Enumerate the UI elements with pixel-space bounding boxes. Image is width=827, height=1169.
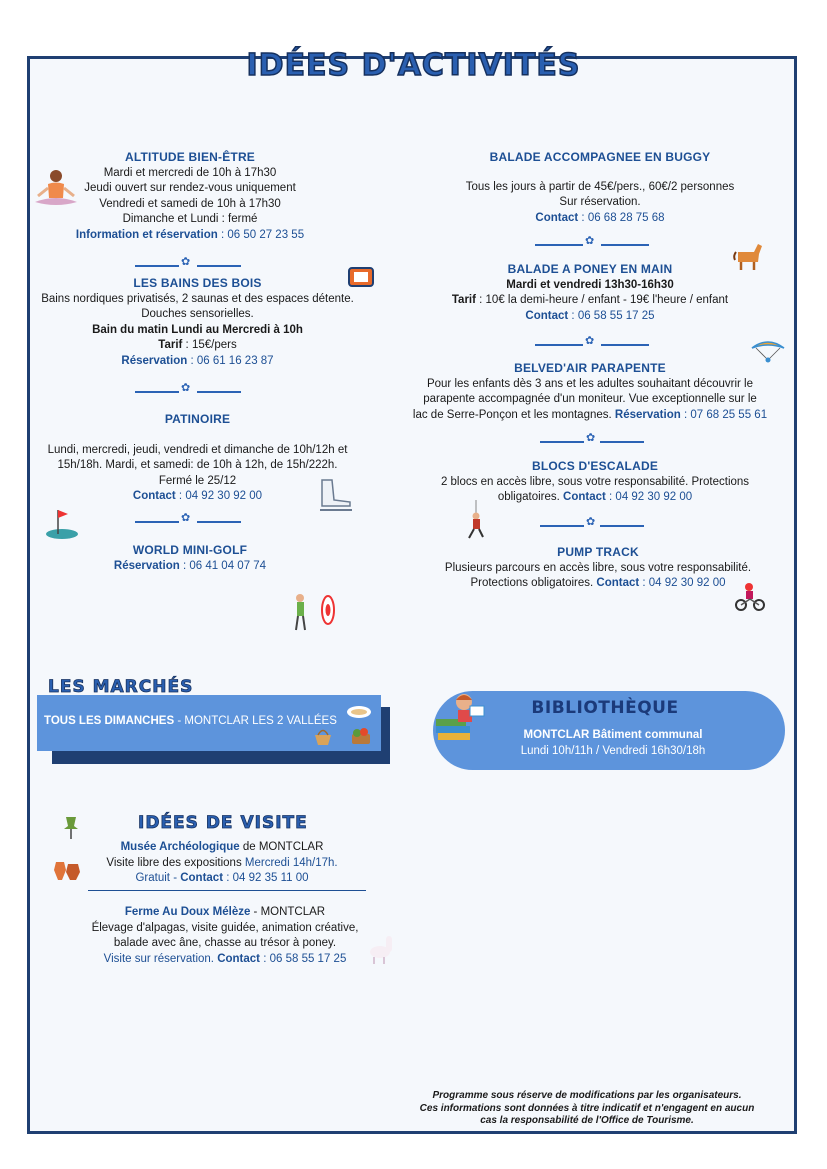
patinoire-line: 15h/18h. Mardi, et samedi: de 10h à 12h, de 15h/222h. — [57, 459, 338, 471]
page-title: IDÉES D'ACTIVITÉS — [246, 48, 581, 83]
musee-contact-value[interactable]: : 04 92 35 11 00 — [223, 872, 309, 884]
footer-line: Programme sous réserve de modifications par les organisateurs. — [432, 1090, 742, 1101]
poney-contact-value[interactable]: : 06 58 55 17 25 — [568, 309, 655, 322]
buggy-contact-value[interactable]: : 06 68 28 75 68 — [578, 211, 665, 224]
musee-name: Musée Archéologique — [120, 841, 240, 853]
patinoire-line: Fermé le 25/12 — [158, 474, 237, 487]
altitude-info-value[interactable]: : 06 50 27 23 55 — [217, 228, 305, 241]
musee-section — [82, 840, 362, 887]
parapente-resa-label: Réservation — [614, 408, 681, 421]
poney-bold-line: Mardi et vendredi 13h30-16h30 — [506, 278, 674, 291]
altitude-section — [40, 150, 340, 243]
divider: ✿ — [135, 382, 241, 394]
poney-tarif-value: : 10€ la demi-heure / enfant - 19€ l'heure / enfant — [475, 294, 729, 306]
escalade-contact-value[interactable]: : 04 92 30 92 00 — [605, 491, 693, 503]
patinoire-heading: PATINOIRE — [164, 412, 231, 426]
yoga-icon — [33, 168, 79, 212]
marches-title: LES MARCHÉS — [48, 677, 194, 697]
altitude-info-label: Information et réservation — [75, 228, 218, 241]
musee-place: de MONTCLAR — [239, 841, 324, 853]
ferme-visite: Visite sur réservation. — [103, 952, 218, 965]
poney-contact-label: Contact — [525, 309, 569, 322]
musee-gratuit: Gratuit - — [135, 872, 181, 884]
golf-section — [60, 543, 320, 574]
pump-section — [430, 545, 766, 592]
divider: ✿ — [540, 516, 644, 528]
buggy-line: Sur réservation. — [559, 196, 641, 208]
golf-heading: WORLD MINI-GOLF — [132, 543, 248, 557]
pump-contact-value[interactable]: : 04 92 30 92 00 — [639, 577, 726, 589]
poney-tarif-label: Tarif — [451, 294, 476, 306]
bains-bold-line: Bain du matin Lundi au Mercredi à 10h — [92, 323, 303, 336]
ferme-line: balade avec âne, chasse au trésor à poney. — [113, 937, 337, 949]
musee-contact-label: Contact — [180, 872, 224, 884]
ferme-name: Ferme Au Doux Mélèze — [124, 906, 251, 918]
escalade-line: obligatoires. — [497, 491, 560, 503]
poney-heading: BALADE A PONEY EN MAIN — [507, 262, 673, 276]
patinoire-contact-label: Contact — [132, 490, 176, 502]
pump-line: Protections obligatoires. — [470, 577, 594, 589]
parapente-section — [404, 361, 776, 423]
divider: ✿ — [135, 512, 241, 524]
parapente-line: Pour les enfants dès 3 ans et les adultes souhaitant découvrir le — [426, 377, 754, 390]
ferme-contact-label: Contact — [217, 952, 261, 965]
bains-line: Bains nordiques privatisés, 2 saunas et des espaces détente. — [41, 292, 354, 305]
musee-hours: Mercredi 14h/17h. — [244, 856, 338, 869]
hot-tub-icon — [347, 266, 375, 288]
pump-heading: PUMP TRACK — [557, 545, 639, 559]
divider: ✿ — [535, 235, 649, 247]
bmx-icon — [734, 582, 766, 612]
patinoire-contact-value[interactable]: : 04 92 30 92 00 — [175, 490, 263, 502]
footer-disclaimer — [396, 1090, 778, 1128]
altitude-line: Dimanche et Lundi : fermé — [122, 213, 258, 225]
bibliotheque-title: BIBLIOTHÈQUE — [531, 698, 679, 718]
archery-icon — [290, 592, 338, 632]
altitude-line: Mardi et mercredi de 10h à 17h30 — [103, 166, 277, 179]
paraglider-icon — [750, 338, 786, 364]
patinoire-section — [30, 412, 365, 505]
buggy-contact-label: Contact — [535, 211, 579, 224]
bains-tarif-label: Tarif — [158, 339, 183, 351]
ice-skate-icon — [316, 474, 356, 514]
escalade-contact-label: Contact — [563, 491, 606, 503]
buggy-line: Tous les jours à partir de 45€/pers., 60€/2 personnes — [465, 180, 735, 193]
escalade-section — [430, 459, 760, 506]
altitude-line: Vendredi et samedi de 10h à 17h30 — [99, 197, 281, 210]
climber-icon — [464, 500, 488, 540]
visite-divider — [88, 884, 366, 896]
divider: ✿ — [135, 256, 241, 268]
bread-icon — [346, 704, 372, 720]
bains-line: Douches sensorielles. — [141, 308, 254, 320]
pump-contact-label: Contact — [596, 577, 640, 589]
pottery-icon — [52, 856, 82, 882]
ferme-contact-value[interactable]: : 06 58 55 17 25 — [260, 952, 347, 965]
pump-line: Plusieurs parcours en accès libre, sous votre responsabilité. — [444, 561, 752, 574]
bibliotheque-line2: Lundi 10h/11h / Vendredi 16h30/18h — [520, 745, 706, 757]
bains-resa-value[interactable]: : 06 61 16 23 87 — [187, 354, 274, 367]
visite-title: IDÉES DE VISITE — [138, 813, 308, 833]
bains-section — [30, 276, 365, 369]
pushpin-icon — [58, 814, 84, 840]
bains-resa-label: Réservation — [121, 354, 188, 367]
bains-heading: LES BAINS DES BOIS — [133, 276, 262, 290]
ferme-place: - MONTCLAR — [250, 906, 326, 918]
golf-resa-label: Réservation — [113, 559, 180, 572]
ferme-line: Élevage d'alpagas, visite guidée, animation créative, — [91, 921, 359, 934]
altitude-line: Jeudi ouvert sur rendez-vous uniquement — [84, 182, 296, 194]
buggy-section — [440, 150, 760, 226]
marches-label: TOUS LES DIMANCHES — [44, 715, 175, 727]
footer-line: cas la responsabilité de l'Office de Tourisme. — [480, 1115, 694, 1126]
parapente-heading: BELVED'AIR PARAPENTE — [514, 361, 666, 375]
golf-resa-value[interactable]: : 06 41 04 07 74 — [179, 559, 267, 572]
divider: ✿ — [535, 335, 649, 347]
escalade-line: 2 blocs en accès libre, sous votre responsabilité. Protections — [440, 475, 750, 488]
footer-line: Ces informations sont données à titre indicatif et n'engagent en aucun — [419, 1102, 755, 1114]
ferme-section — [70, 905, 380, 967]
alpaca-icon — [364, 930, 398, 966]
musee-line: Visite libre des expositions — [106, 856, 245, 869]
parapente-line: parapente accompagnée d'un moniteur. Vue exceptionnelle sur le — [423, 393, 757, 405]
patinoire-line: Lundi, mercredi, jeudi, vendredi et dimanche de 10h/12h et — [47, 443, 348, 456]
escalade-heading: BLOCS D'ESCALADE — [531, 459, 659, 473]
poney-section — [430, 262, 750, 324]
golf-flag-icon — [44, 506, 80, 540]
basket-icon — [312, 726, 334, 746]
vegetables-icon — [350, 724, 372, 746]
altitude-heading: ALTITUDE BIEN-ÊTRE — [124, 150, 256, 164]
bains-tarif-value: : 15€/pers — [182, 339, 237, 351]
bibliotheque-line1: MONTCLAR Bâtiment communal — [523, 729, 703, 741]
marches-text — [44, 715, 337, 727]
buggy-heading: BALADE ACCOMPAGNEE EN BUGGY — [489, 150, 711, 164]
divider: ✿ — [540, 432, 644, 444]
pony-icon — [732, 240, 764, 272]
parapente-resa-value[interactable]: : 07 68 25 55 61 — [680, 408, 768, 421]
marches-place: - MONTCLAR LES 2 VALLÉES — [174, 715, 337, 727]
parapente-line: lac de Serre-Ponçon et les montagnes. — [412, 408, 612, 421]
